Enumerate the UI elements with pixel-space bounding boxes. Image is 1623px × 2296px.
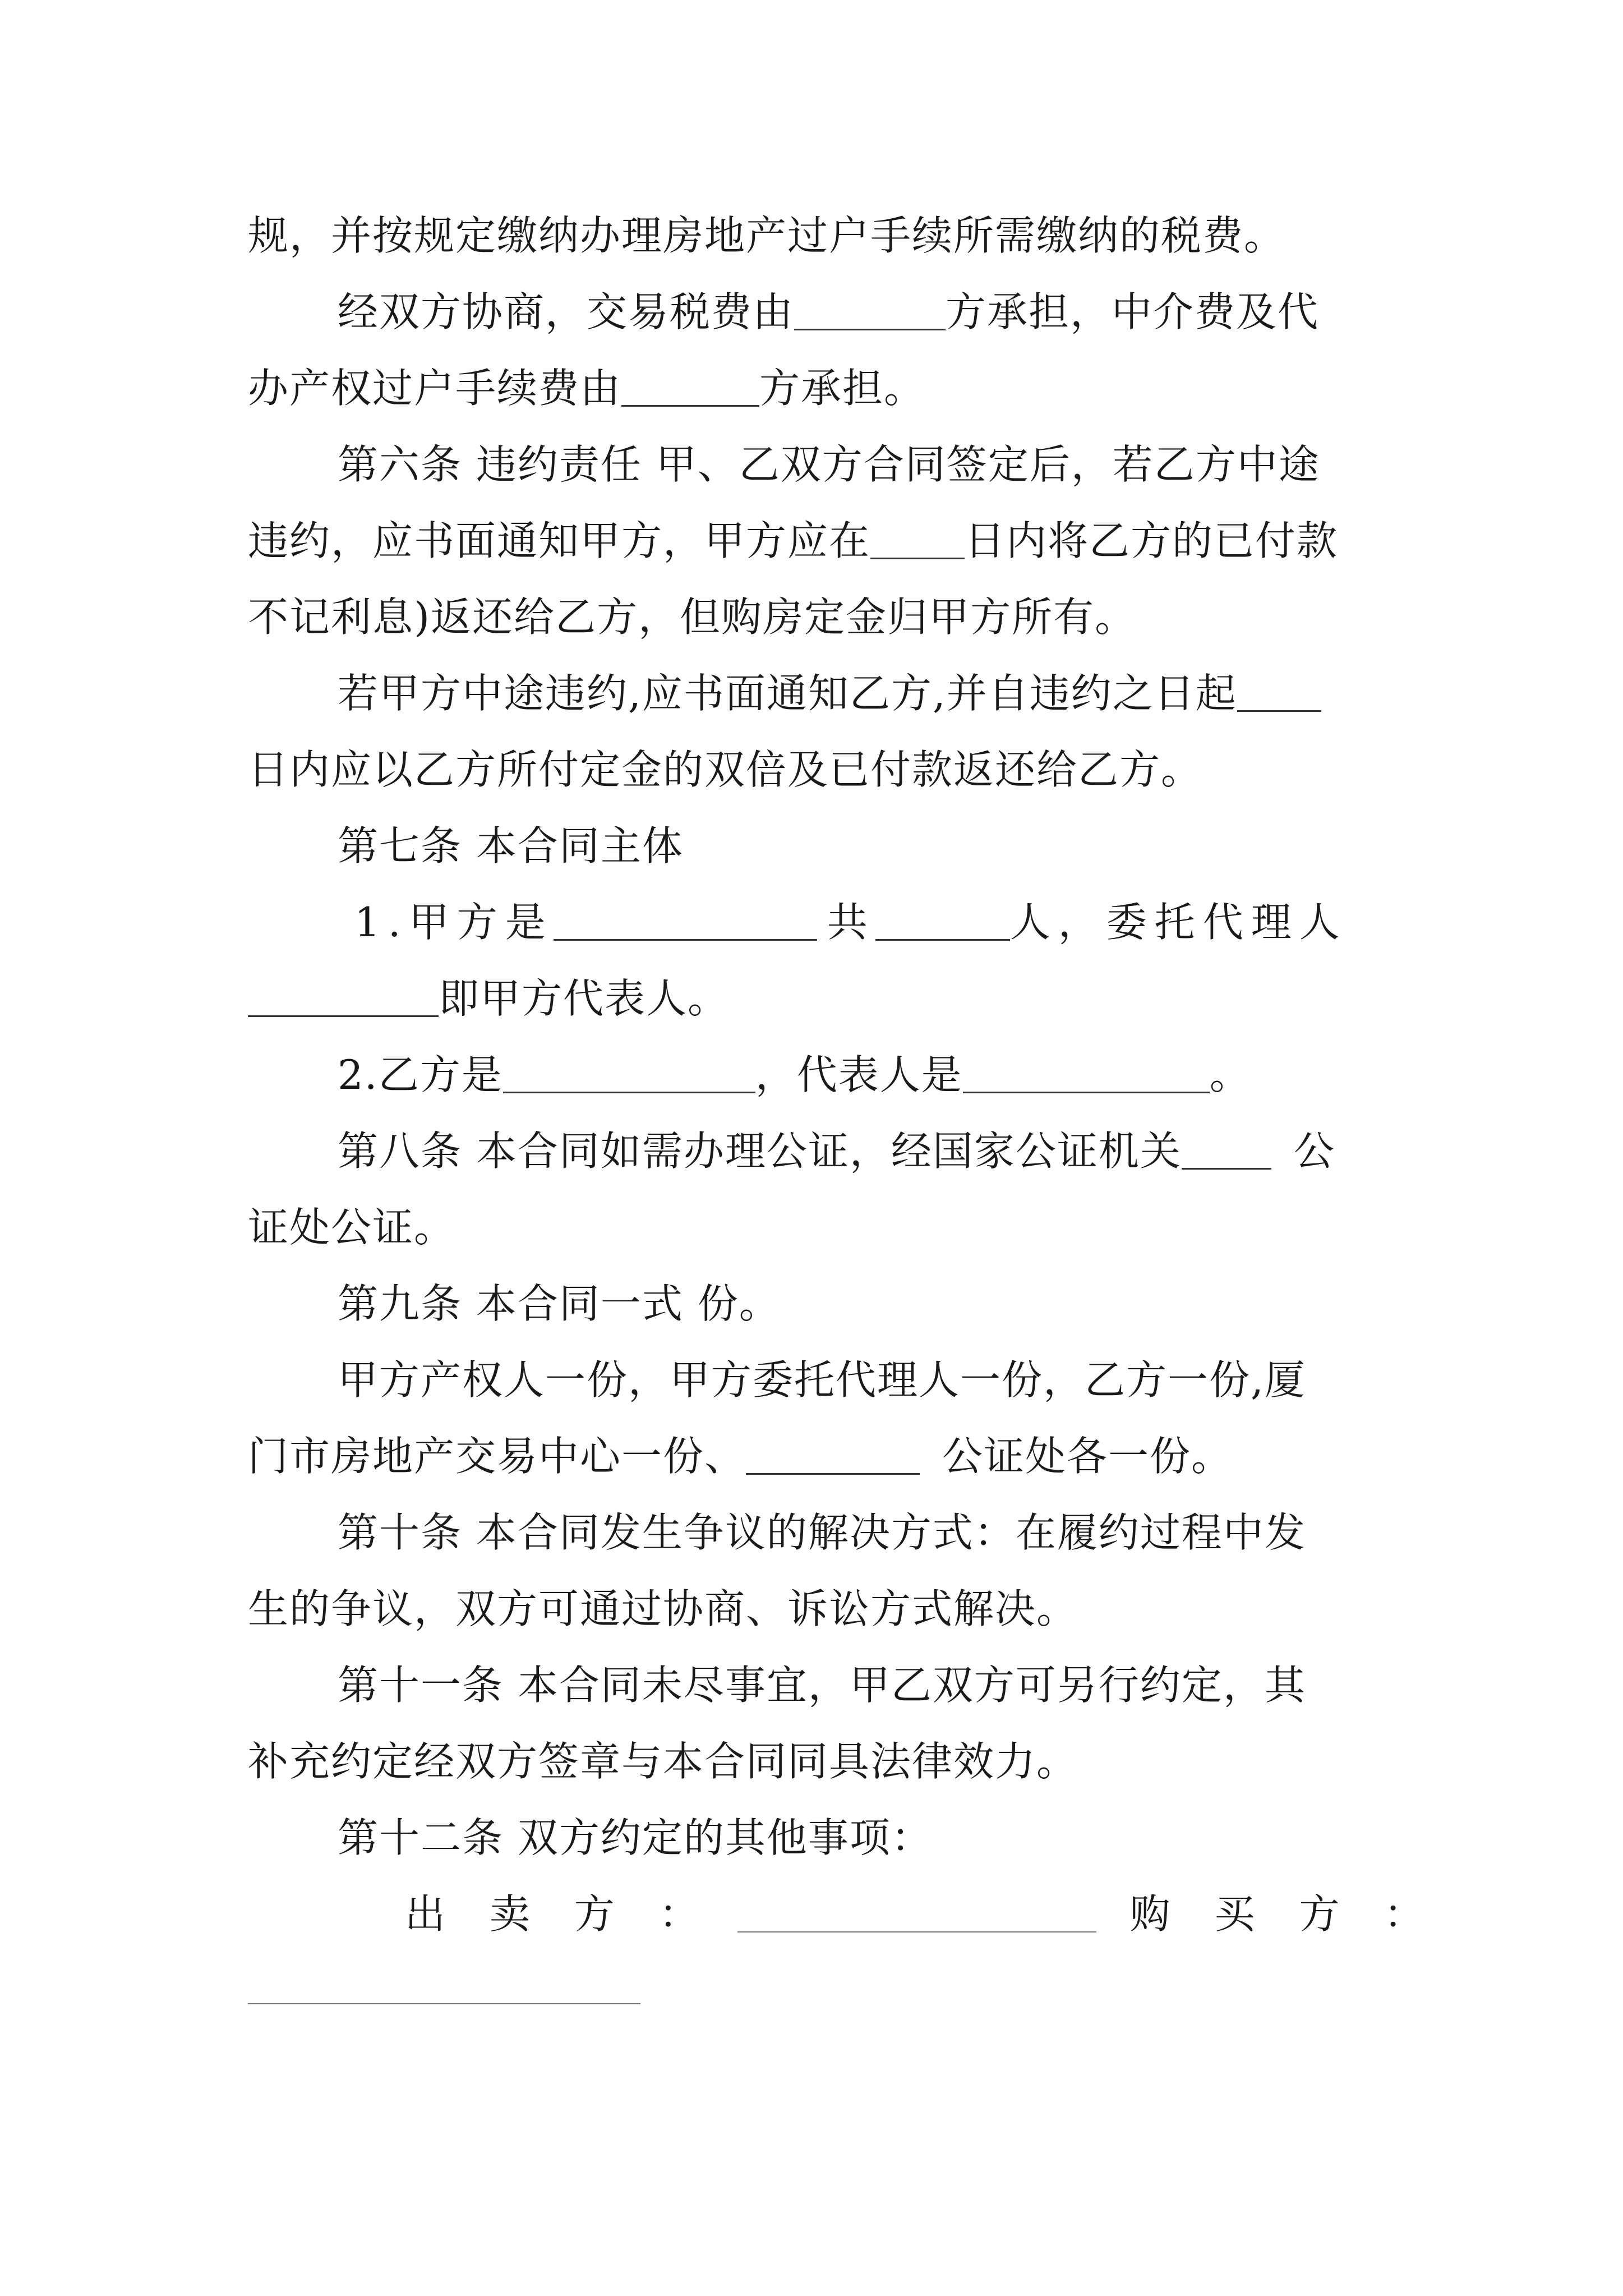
text: 。 [1209, 1051, 1251, 1098]
text: 生的争议，双方可通过协商、诉讼方式解决。 [248, 1585, 1078, 1632]
text: 方承担。 [759, 365, 926, 412]
text: 办产权过户手续费由 [248, 365, 622, 412]
article-12-heading [248, 1800, 1392, 1876]
notary-blank[interactable] [1182, 1123, 1271, 1170]
agent-blank[interactable] [248, 970, 439, 1017]
text: 公 [1293, 1128, 1335, 1175]
paragraph-line [248, 350, 1392, 426]
text: ，代表人是 [755, 1051, 963, 1098]
buyer-label: 购 买 方 ： [1129, 1890, 1440, 1938]
paragraph-line [248, 1418, 1392, 1494]
paragraph-line [248, 579, 1392, 655]
text: 公证处各一份。 [942, 1433, 1233, 1480]
paragraph-line [248, 960, 1392, 1037]
text: 若甲方中途违约,应书面通知乙方,并自违约之日起 [338, 670, 1237, 717]
seller-signature-blank[interactable] [737, 1887, 1096, 1932]
article-10-heading [248, 1494, 1392, 1571]
paragraph-line [248, 1571, 1392, 1647]
text: 2.乙方是 [338, 1051, 503, 1098]
paragraph-line [248, 197, 1392, 274]
text: 门市房地产交易中心一份、 [248, 1433, 746, 1480]
text: 共 [827, 899, 875, 946]
signature-line [248, 1876, 1440, 1952]
text: 证处公证。 [248, 1204, 456, 1251]
article-11-heading [248, 1647, 1392, 1723]
text: 方承担，中介费及代 [946, 288, 1320, 335]
text: 第七条 本合同主体 [338, 822, 684, 869]
paragraph-line [248, 274, 1392, 350]
fill-blank[interactable] [1237, 665, 1321, 712]
paragraph-line [248, 1723, 1392, 1800]
party-a-name-blank[interactable] [554, 894, 817, 941]
text: 1.甲方是 [354, 899, 554, 946]
paragraph-line [248, 1037, 1392, 1113]
text: 第十一条 本合同未尽事宜，甲乙双方可另行约定，其 [338, 1662, 1306, 1709]
paragraph-line [248, 884, 1392, 960]
text: 违约，应书面通知甲方，甲方应在 [248, 517, 871, 564]
text: 补充约定经双方签章与本合同同具法律效力。 [248, 1738, 1078, 1785]
paragraph-line [248, 731, 1392, 808]
fill-blank[interactable] [794, 284, 946, 330]
text: 日内应以乙方所付定金的双倍及已付款返还给乙方。 [248, 746, 1203, 793]
text: 第九条 本合同一式 份。 [338, 1280, 781, 1327]
notary-office-blank[interactable] [746, 1428, 920, 1475]
article-8-heading [248, 1113, 1392, 1189]
paragraph-line [248, 1342, 1392, 1418]
text: 日内将乙方的已付款 [965, 517, 1339, 564]
article-6-heading [248, 426, 1392, 503]
fill-blank[interactable] [870, 513, 965, 559]
text: 第十二条 双方约定的其他事项： [338, 1814, 933, 1861]
text: 甲方产权人一份，甲方委托代理人一份，乙方一份,厦 [338, 1356, 1306, 1404]
party-b-rep-blank[interactable] [963, 1047, 1210, 1093]
party-a-count-blank[interactable] [875, 894, 1010, 941]
text: 规，并按规定缴纳办理房地产过户手续所需缴纳的税费。 [248, 212, 1286, 259]
text: 第六条 违约责任 甲、乙双方合同签定后，若乙方中途 [338, 441, 1320, 488]
article-7-heading [248, 808, 1392, 884]
signature-line [248, 1952, 1392, 2028]
paragraph-line [248, 1189, 1392, 1266]
paragraph-line [248, 503, 1392, 579]
text: 人，委托代理人 [1009, 899, 1348, 946]
buyer-signature-blank[interactable] [248, 1970, 640, 2004]
article-9-heading [248, 1266, 1392, 1342]
fill-blank[interactable] [621, 360, 759, 407]
party-b-name-blank[interactable] [503, 1047, 755, 1093]
seller-label: 出 卖 方 ： [405, 1890, 715, 1938]
text: 第八条 本合同如需办理公证，经国家公证机关 [338, 1128, 1182, 1175]
text: 即甲方代表人。 [439, 975, 730, 1022]
text: 不记利息)返还给乙方，但购房定金归甲方所有。 [248, 593, 1137, 641]
text: 经双方协商，交易税费由 [338, 288, 795, 335]
contract-text [248, 197, 1440, 2028]
paragraph-line [248, 655, 1392, 731]
text: 第十条 本合同发生争议的解决方式：在履约过程中发 [338, 1509, 1306, 1556]
